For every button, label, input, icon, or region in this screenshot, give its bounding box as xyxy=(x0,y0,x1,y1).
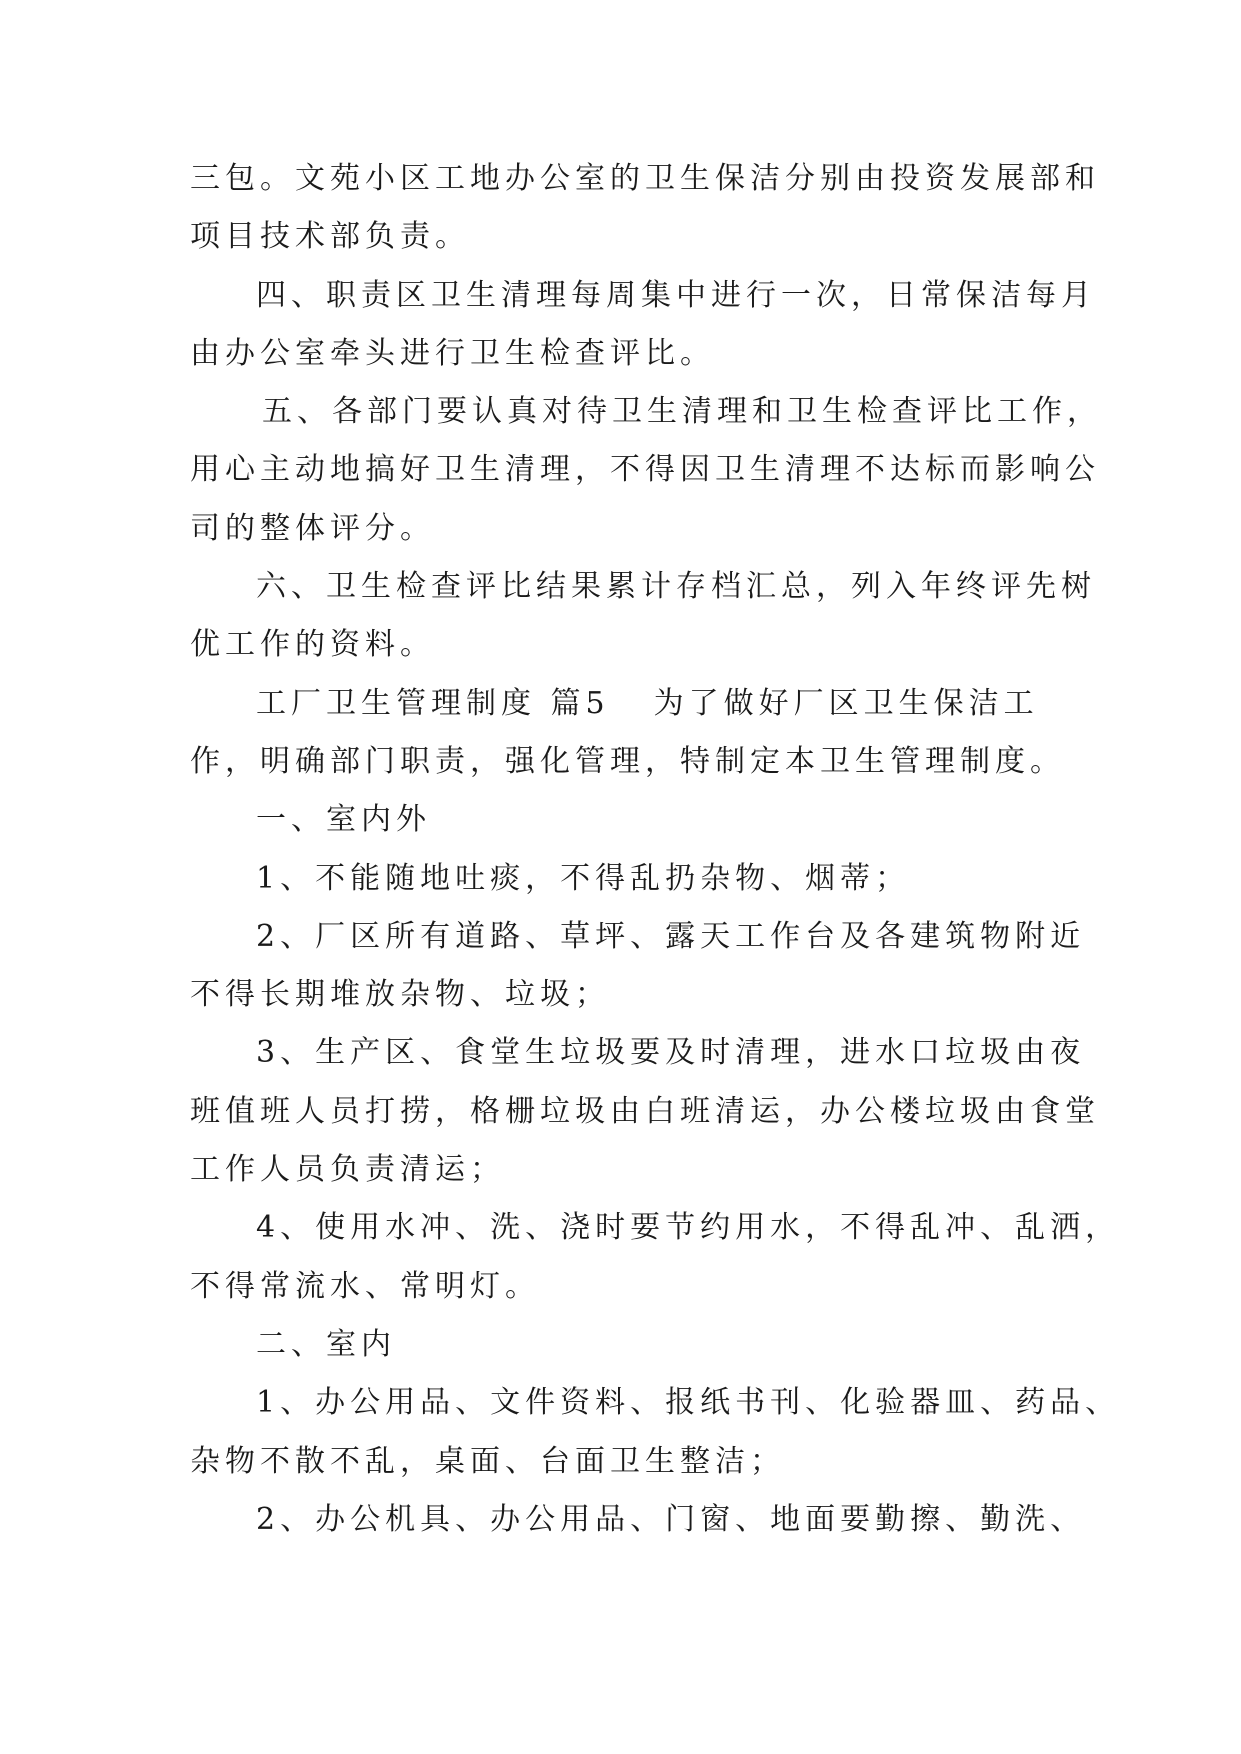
text-line: 1、办公用品、文件资料、报纸书刊、化验器皿、药品、 xyxy=(256,1385,1121,1421)
text-line: 2、办公机具、办公用品、门窗、地面要勤擦、勤洗、 xyxy=(256,1501,1086,1537)
text-line: 二、室内 xyxy=(256,1326,396,1362)
text-line: 工作人员负责清运； xyxy=(190,1152,505,1188)
text-line: 三包。文苑小区工地办公室的卫生保洁分别由投资发展部和 xyxy=(190,161,1100,196)
text-line: 不得常流水、常明灯。 xyxy=(190,1268,540,1304)
text-line: 作，明确部门职责，强化管理，特制定本卫生管理制度。 xyxy=(190,743,1065,779)
text-line: 司的整体评分。 xyxy=(190,510,435,546)
text-line: 四、职责区卫生清理每周集中进行一次，日常保洁每月 xyxy=(256,277,1096,313)
text-line: 3、生产区、食堂生垃圾要及时清理，进水口垃圾由夜 xyxy=(256,1035,1086,1071)
section-heading: 工厂卫生管理制度 篇5 xyxy=(256,685,610,721)
text-line: 班值班人员打捞，格栅垃圾由白班清运，办公楼垃圾由食堂 xyxy=(190,1093,1100,1129)
section-heading-line xyxy=(190,675,1060,733)
text-line: 优工作的资料。 xyxy=(190,627,435,663)
text-line: 2、厂区所有道路、草坪、露天工作台及各建筑物附近 xyxy=(256,918,1086,954)
text-line: 由办公室牵头进行卫生检查评比。 xyxy=(190,335,715,371)
text-line: 为了做好厂区卫生保洁工 xyxy=(653,685,1039,721)
text-line: 一、室内外 xyxy=(256,802,431,838)
text-line: 杂物不散不乱，桌面、台面卫生整洁； xyxy=(190,1443,785,1479)
text-line: 用心主动地搞好卫生清理，不得因卫生清理不达标而影响公 xyxy=(190,452,1100,488)
document-body xyxy=(190,150,1121,1549)
text-line: 项目技术部负责。 xyxy=(190,219,470,255)
text-line: 五、各部门要认真对待卫生清理和卫生检查评比工作， xyxy=(262,394,1102,430)
text-line: 4、使用水冲、洗、浇时要节约用水，不得乱冲、乱洒， xyxy=(256,1210,1121,1246)
text-line: 不得长期堆放杂物、垃圾； xyxy=(190,977,610,1013)
text-line: 1、不能随地吐痰，不得乱扔杂物、烟蒂； xyxy=(256,860,911,896)
text-line: 六、卫生检查评比结果累计存档汇总，列入年终评先树 xyxy=(256,569,1096,605)
